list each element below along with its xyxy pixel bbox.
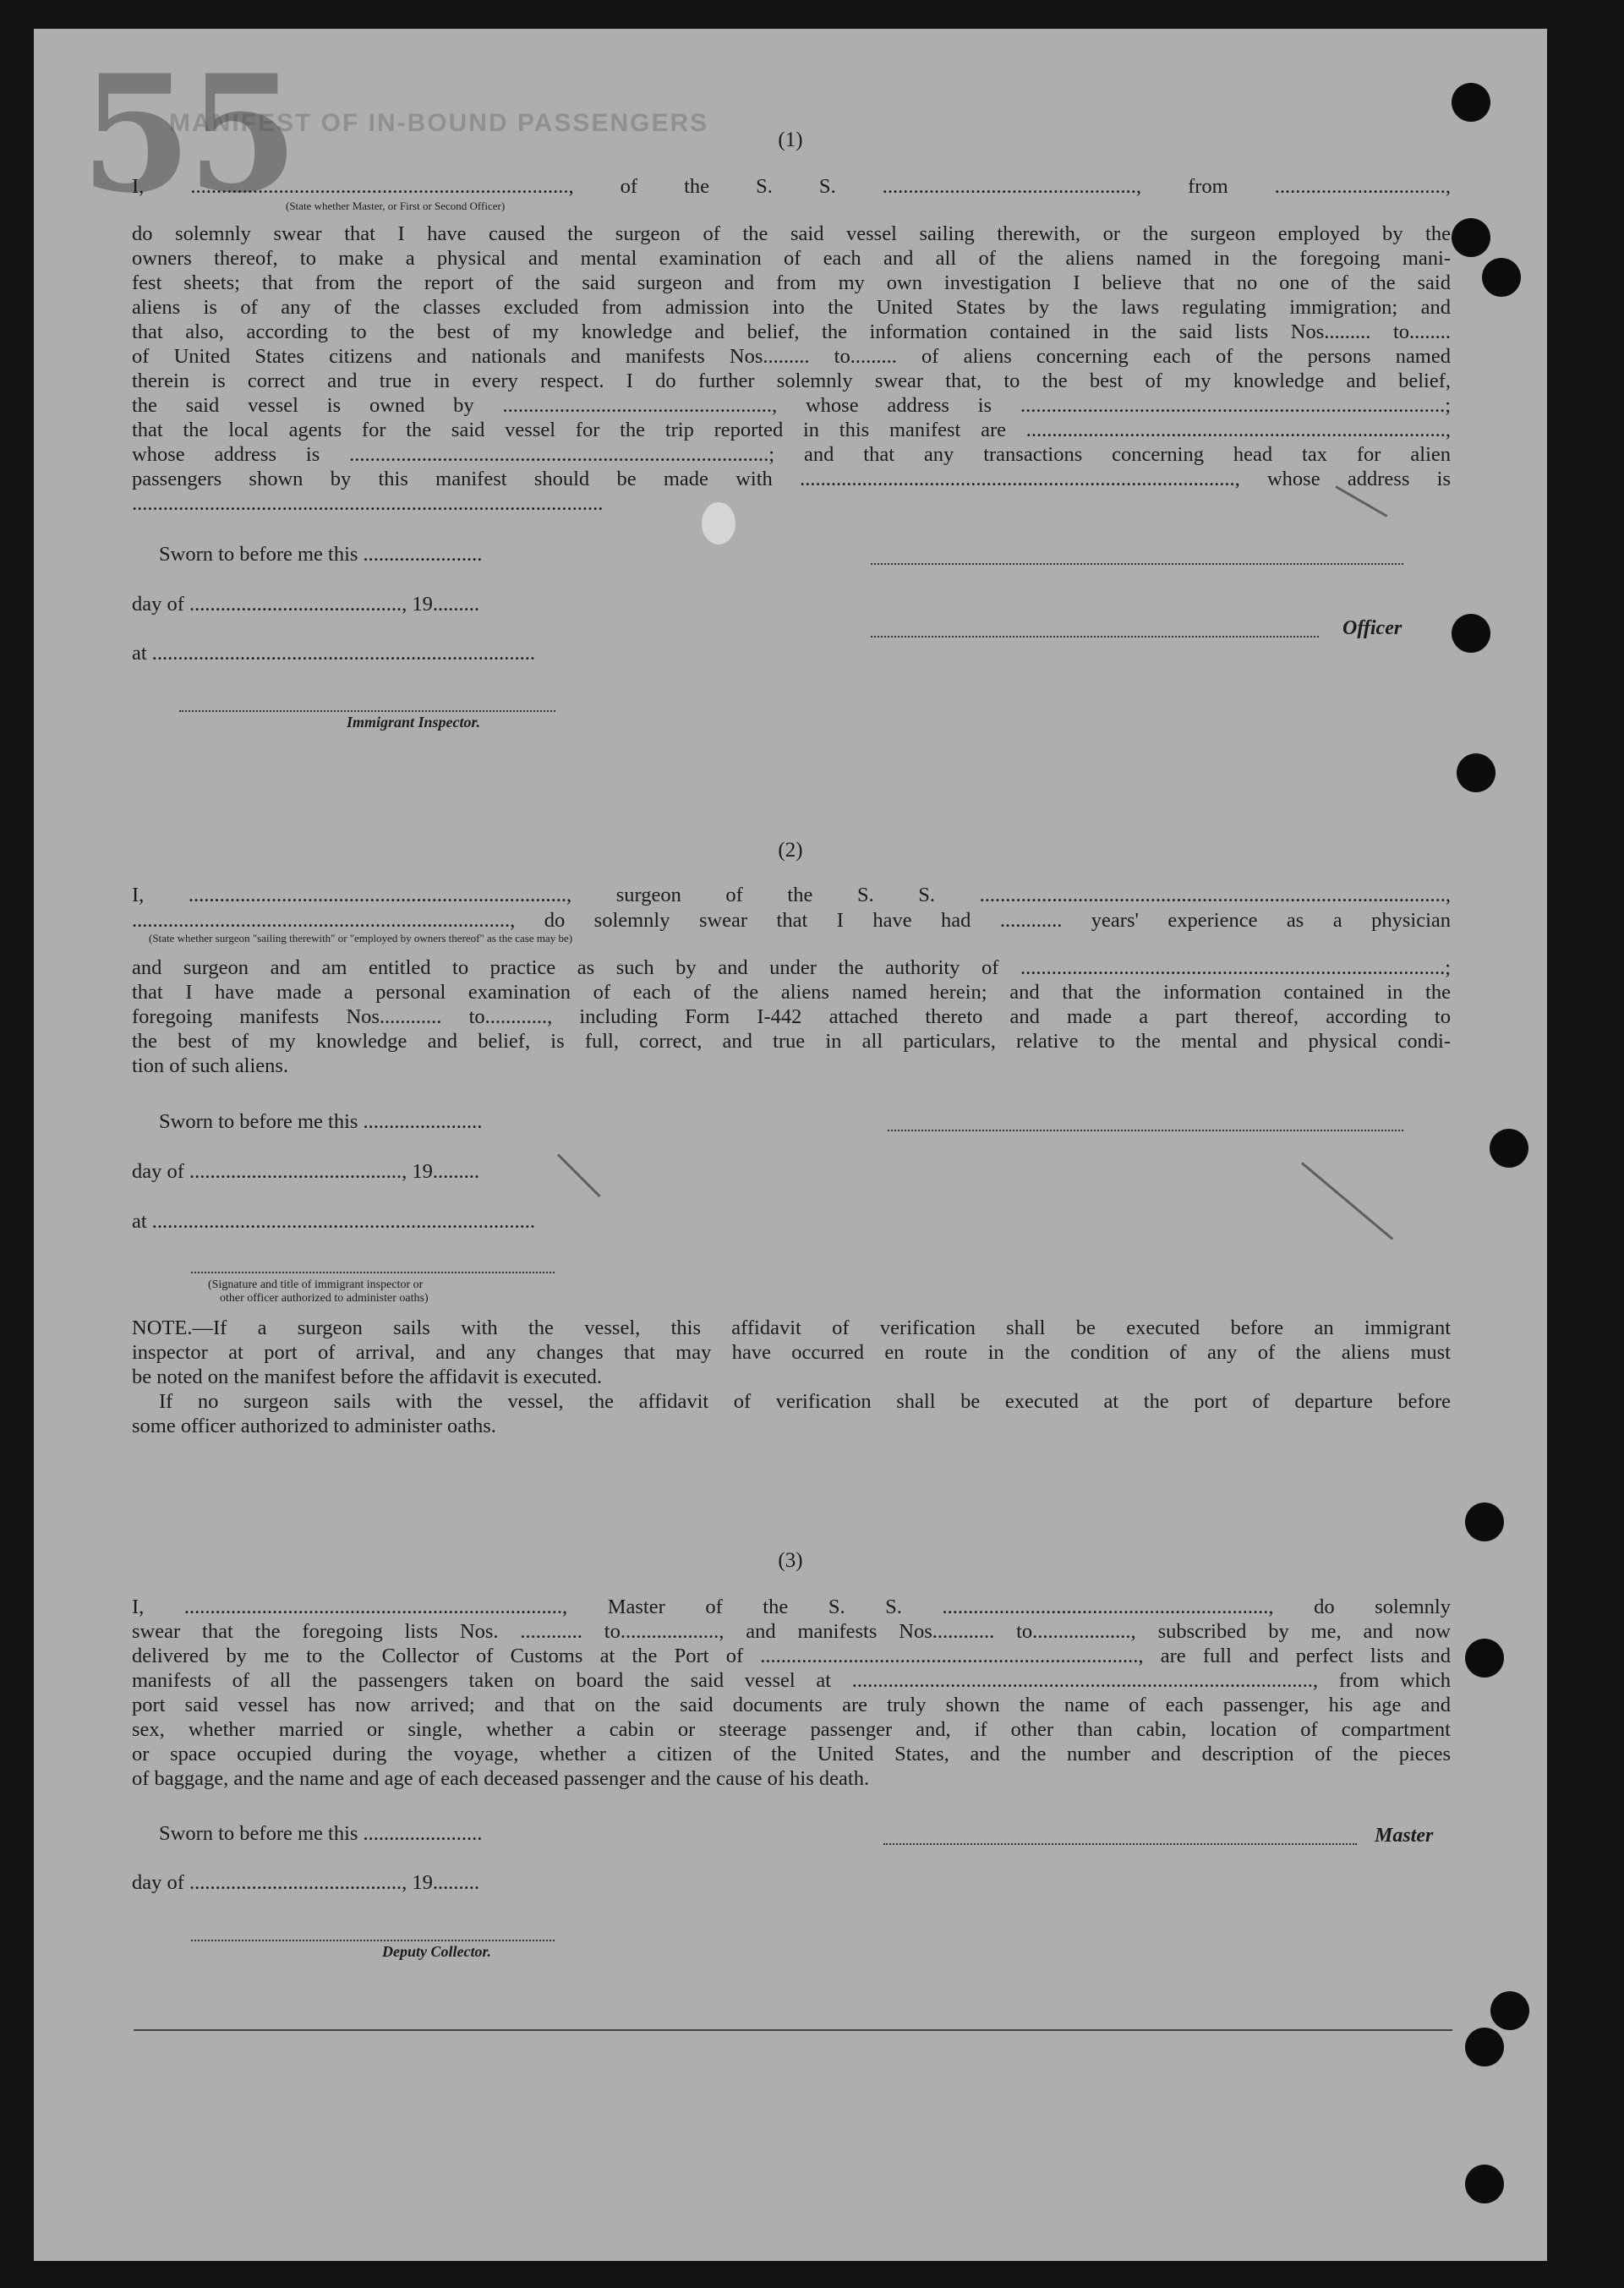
s2-sworn: Sworn to before me this .......................	[159, 1110, 483, 1133]
s2-at: at ..........................................................................	[132, 1210, 536, 1233]
s2-line-2: ........................................................................., do solemnly swear that I have had ............ years' experience as a physician	[132, 909, 1451, 932]
s3-line-4: port said vessel has now arrived; and that on the said documents are truly shown the name of each passenger, his age and	[132, 1694, 1451, 1716]
s3-line-7: of baggage, and the name and age of each deceased passenger and the cause of his death.	[132, 1767, 870, 1790]
s1-line-8: the said vessel is owned by ...................................................., whose address is ..................................................................................;	[132, 394, 1451, 417]
punch-hole	[1452, 614, 1490, 653]
s2-sig-caption-2: other officer authorized to administer oaths)	[220, 1292, 429, 1305]
s3-collector-label: Deputy Collector.	[382, 1943, 491, 1960]
punch-hole	[1490, 1991, 1529, 2030]
punch-hole	[1482, 258, 1521, 297]
s1-line-10: whose address is .................................................................................; and that any transactions concerning head tax for alien	[132, 443, 1451, 466]
section-2-number: (2)	[778, 839, 803, 862]
s1-at: at ..........................................................................	[132, 642, 536, 665]
s3-collector-line	[191, 1940, 555, 1941]
s3-day: day of ........................................., 19.........	[132, 1871, 480, 1894]
s1-officer-label: Officer	[1342, 617, 1403, 639]
s1-caption: (State whether Master, or First or Second Officer)	[286, 200, 506, 212]
s1-line-5: that also, according to the best of my knowledge and belief, the information contained in the said lists Nos......... to........	[132, 320, 1451, 343]
bottom-rule	[134, 2029, 1452, 2031]
s3-line-5: sex, whether married or single, whether a cabin or steerage passenger and, if other than cabin, location of compartment	[132, 1718, 1451, 1741]
s1-line-11: passengers shown by this manifest should be made with ...................................................................................., whose address is	[132, 468, 1451, 490]
s2-line-4: that I have made a personal examination of each of the aliens named herein; and that the information contained in the	[132, 981, 1451, 1004]
s1-line-3: fest sheets; that from the report of the said surgeon and from my own investigation I believe that no one of the said	[132, 271, 1451, 294]
s2-line-6: the best of my knowledge and belief, is full, correct, and true in all particulars, relative to the mental and physical condi-	[132, 1030, 1451, 1053]
s1-inspector-label: Immigrant Inspector.	[347, 714, 481, 731]
punch-hole	[1465, 1639, 1504, 1678]
s1-line-4: aliens is of any of the classes excluded from admission into the United States by the laws regulating immigration; and	[132, 296, 1451, 319]
section-1-number: (1)	[778, 129, 803, 151]
s1-sig-line-1	[871, 563, 1403, 565]
s2-sig-line	[888, 1130, 1403, 1131]
s2-line-7: tion of such aliens.	[132, 1054, 289, 1077]
s2-note2-1: some officer authorized to administer oaths.	[132, 1415, 496, 1437]
punch-hole	[1490, 1129, 1528, 1168]
paper-tear	[702, 502, 735, 545]
s1-inspector-line	[179, 710, 555, 712]
s2-line-3: and surgeon and am entitled to practice as such by and under the authority of ..................................................................................;	[132, 956, 1451, 979]
s2-line-5: foregoing manifests Nos............ to............, including Form I-442 attached thereto and made a part thereof, according to	[132, 1005, 1451, 1028]
s2-note-2: be noted on the manifest before the affidavit is executed.	[132, 1366, 603, 1388]
s1-line-2: owners thereof, to make a physical and mental examination of each and all of the aliens named in the foregoing mani-	[132, 247, 1451, 270]
s1-officer-line	[871, 636, 1319, 638]
s1-line-12: ...........................................................................................	[132, 492, 604, 515]
punch-hole	[1465, 2028, 1504, 2066]
s2-note-0: NOTE.—If a surgeon sails with the vessel, this affidavit of verification shall be executed before an immigrant	[132, 1316, 1451, 1339]
s3-master-label: Master	[1375, 1825, 1434, 1847]
s3-line-1: swear that the foregoing lists Nos. ............ to..................., and manifests Nos............ to..................., subscribed by me, and now	[132, 1620, 1451, 1643]
ghost-header: MANIFEST OF IN-BOUND PASSENGERS	[169, 109, 709, 137]
s1-line-1: do solemnly swear that I have caused the surgeon of the said vessel sailing therewith, or the surgeon employed by the	[132, 222, 1451, 245]
s3-master-line	[883, 1843, 1357, 1845]
s1-line-7: therein is correct and true in every respect. I do further solemnly swear that, to the best of my knowledge and belief,	[132, 369, 1451, 392]
s1-day: day of ........................................., 19.........	[132, 593, 480, 616]
s3-line-0: I, ........................................................................., Master of the S. S. ..............................................................., do solemnly	[132, 1596, 1451, 1618]
s1-line-9: that the local agents for the said vessel for the trip reported in this manifest are .................................................................................,	[132, 419, 1451, 441]
s3-line-6: or space occupied during the voyage, whether a citizen of the United States, and the number and description of the pieces	[132, 1743, 1451, 1765]
section-3-number: (3)	[778, 1549, 803, 1572]
punch-hole	[1465, 2165, 1504, 2203]
s2-inspector-line	[191, 1272, 555, 1273]
s1-line-6: of United States citizens and nationals and manifests Nos......... to......... of aliens concerning each of the persons named	[132, 345, 1451, 368]
s2-sig-caption-1: (Signature and title of immigrant inspector or	[208, 1278, 424, 1291]
s2-caption: (State whether surgeon "sailing therewith" or "employed by owners thereof" as the case may be)	[149, 932, 573, 944]
s2-note-1: inspector at port of arrival, and any changes that may have occurred en route in the condition of any of the aliens must	[132, 1341, 1451, 1364]
s2-line-1: I, ........................................................................., surgeon of the S. S. ..........................................................................................,	[132, 884, 1451, 906]
punch-hole	[1465, 1503, 1504, 1541]
punch-hole	[1452, 83, 1490, 122]
s3-sworn: Sworn to before me this .......................	[159, 1822, 483, 1845]
s3-line-3: manifests of all the passengers taken on board the said vessel at ........................................................................................., from which	[132, 1669, 1451, 1692]
punch-hole	[1452, 218, 1490, 257]
s1-line-0: I, ........................................................................., of the S. S. ................................................., from .................................,	[132, 175, 1451, 198]
s3-line-2: delivered by me to the Collector of Customs at the Port of ........................................................................., are full and perfect lists and	[132, 1645, 1451, 1667]
s2-day: day of ........................................., 19.........	[132, 1160, 480, 1183]
pen-stroke-1	[1301, 1162, 1393, 1240]
manifest-sheet	[34, 29, 1547, 2261]
punch-hole	[1457, 753, 1496, 792]
s1-sworn: Sworn to before me this .......................	[159, 543, 483, 566]
s2-note2-0: If no surgeon sails with the vessel, the affidavit of verification shall be executed at the port of departure before	[159, 1390, 1451, 1413]
page-stamp-number: 55	[80, 40, 294, 228]
